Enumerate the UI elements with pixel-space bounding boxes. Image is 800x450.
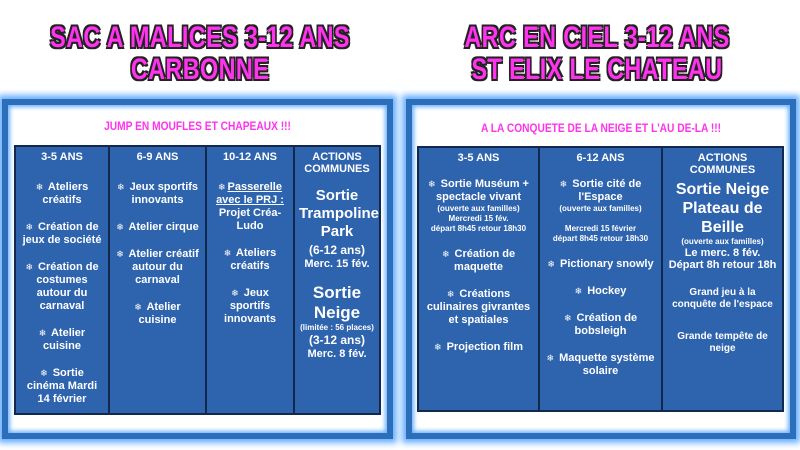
left-columns <box>14 145 381 415</box>
list-item: ❄ Sortie Muséum + spectacle vivant (ouverte aux familles) Mercredi 15 fév. départ 8h45 retour 18h30 <box>428 178 529 233</box>
sortie-neige-beille-sub: (ouverte aux familles) <box>681 237 764 246</box>
list-item: ❄ Jeux sportifs innovants <box>224 287 276 325</box>
list-item: ❄ Atelier créatif autour du carnaval <box>116 248 199 286</box>
sortie-trampoline-age: (6-12 ans) <box>308 243 366 257</box>
list-item: ❄ Ateliers créatifs <box>35 181 89 206</box>
sortie-neige-beille-date: Le merc. 8 fév. <box>684 247 761 259</box>
list-item: ❄ Atelier cirque <box>116 221 199 233</box>
right-title-line2: ST ELIX LE CHATEAU <box>471 53 723 86</box>
snowflake-icon: ❄ <box>116 222 124 232</box>
column-header: 10-12 ANS <box>222 151 277 163</box>
list-item: ❄ Pictionary snowly <box>547 258 654 270</box>
list-item: ❄ Ateliers créatifs <box>223 247 277 272</box>
snowflake-icon: ❄ <box>441 249 450 259</box>
list-item: ❄ Sortie cinéma Mardi 14 février <box>26 367 98 405</box>
list-item: ❄ Atelier cuisine <box>38 327 86 352</box>
sortie-trampoline-date: Merc. 15 fév. <box>304 258 370 270</box>
list-item: Mercredi 15 février départ 8h45 retour 18h30 <box>552 224 649 243</box>
column-header: 6-12 ANS <box>576 152 625 164</box>
snowflake-icon: ❄ <box>563 313 572 323</box>
right-col-3-5 <box>417 146 540 412</box>
left-panel <box>2 99 393 439</box>
list-item: ❄ Hockey <box>574 285 627 297</box>
column-header: ACTIONS COMMUNES <box>304 151 370 175</box>
right-col-6-12 <box>540 146 663 412</box>
right-title <box>441 22 753 86</box>
snowflake-icon: ❄ <box>546 353 555 363</box>
snowflake-icon: ❄ <box>38 328 47 338</box>
list-item: ❄ Projection film <box>433 341 523 353</box>
snowflake-icon: ❄ <box>559 179 568 189</box>
snowflake-icon: ❄ <box>25 262 33 272</box>
left-title <box>44 22 356 86</box>
list-item: Grande tempête de neige <box>677 331 768 354</box>
snowflake-icon: ❄ <box>231 288 239 298</box>
snowflake-icon: ❄ <box>218 182 226 192</box>
list-item: ❄ Création de bobsleigh <box>563 312 638 337</box>
snowflake-icon: ❄ <box>35 182 44 192</box>
column-header: 3-5 ANS <box>457 152 500 164</box>
list-item: ❄ Maquette système solaire <box>546 352 655 377</box>
sortie-trampoline-title: Sortie Trampoline Park <box>299 187 380 240</box>
left-subtitle: JUMP EN MOUFLES ET CHAPEAUX !!! <box>104 119 291 133</box>
snowflake-icon: ❄ <box>40 368 48 378</box>
sortie-neige-title: Sortie Neige <box>312 283 362 322</box>
list-item: ❄ Création de costumes autour du carnaval <box>25 261 99 312</box>
list-item: ❄ Jeux sportifs innovants <box>116 181 199 206</box>
snowflake-icon: ❄ <box>433 342 442 352</box>
left-title-line1: SAC A MALICES 3-12 ANS <box>50 21 350 54</box>
left-col-actions <box>295 145 381 415</box>
list-item: ❄ Passerelle avec le PRJ : Projet Créa-Ludo <box>216 181 284 232</box>
sortie-neige-limit: (limitée : 56 places) <box>300 323 374 332</box>
column-header: 6-9 ANS <box>136 151 179 163</box>
sortie-neige-age: (3-12 ans) <box>308 333 366 347</box>
left-col-10-12 <box>207 145 295 415</box>
column-header: ACTIONS COMMUNES <box>689 152 756 176</box>
list-item: ❄ Création de jeux de société <box>22 221 102 246</box>
snowflake-icon: ❄ <box>134 302 142 312</box>
snowflake-icon: ❄ <box>428 179 436 189</box>
sortie-neige-beille-title: Sortie Neige Plateau de Beille <box>675 181 770 236</box>
snowflake-icon: ❄ <box>116 249 124 259</box>
right-columns <box>417 146 784 412</box>
left-title-line2: CARBONNE <box>130 53 270 86</box>
list-item: ❄ Sortie cité de l'Espace (ouverte aux familles) <box>559 178 642 213</box>
right-subtitle: A LA CONQUETE DE LA NEIGE ET L'AU DE-LA !!! <box>480 121 722 135</box>
list-item: ❄ Création de maquette <box>441 248 516 273</box>
column-header: 3-5 ANS <box>41 151 83 163</box>
left-col-3-5 <box>14 145 110 415</box>
snowflake-icon: ❄ <box>25 222 33 232</box>
snowflake-icon: ❄ <box>446 289 455 299</box>
sortie-neige-date: Merc. 8 fév. <box>307 348 367 360</box>
passerelle-link[interactable]: Passerelle avec le PRJ : <box>216 181 284 206</box>
list-item: ❄ Créations culinaires givrantes et spatiales <box>426 288 531 326</box>
right-title-line1: ARC EN CIEL 3-12 ANS <box>464 21 730 54</box>
list-item: Grand jeu à la conquête de l'espace <box>672 287 773 310</box>
right-col-actions <box>663 146 784 412</box>
left-col-6-9 <box>110 145 207 415</box>
snowflake-icon: ❄ <box>574 286 583 296</box>
sortie-neige-beille-time: Départ 8h retour 18h <box>668 259 777 271</box>
right-panel <box>406 99 796 439</box>
snowflake-icon: ❄ <box>116 182 125 192</box>
snowflake-icon: ❄ <box>223 248 232 258</box>
list-item: ❄ Atelier cuisine <box>134 301 181 326</box>
snowflake-icon: ❄ <box>547 259 555 269</box>
